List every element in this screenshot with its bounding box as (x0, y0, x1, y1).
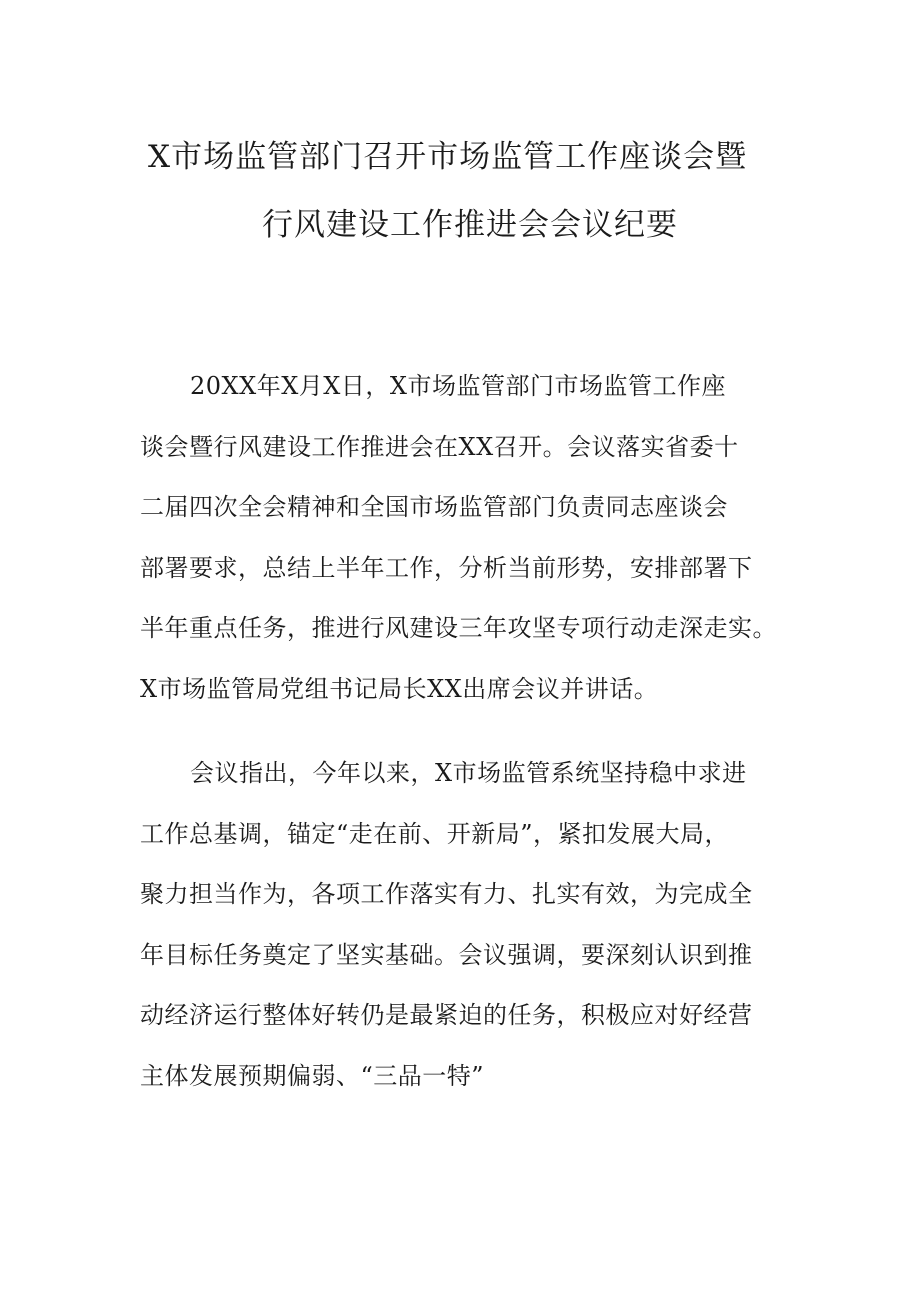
document-title-line-1: X市场监管部门召开市场监管工作座谈会暨 (148, 139, 748, 175)
document-title-line-2: 行风建设工作推进会会议纪要 (262, 207, 678, 243)
paragraph-line: 聚力担当作为，各项工作落实有力、扎实有效，为完成全 (140, 880, 753, 908)
paragraph-line: 谈会暨行风建设工作推进会在XX召开。会议落实省委十 (140, 432, 739, 461)
paragraph-line: 工作总基调，锚定“走在前、开新局”，紧扣发展大局， (140, 819, 730, 848)
paragraph-line: 主体发展预期偏弱、“三品一特” (140, 1061, 485, 1090)
paragraph-line: 会议指出，今年以来，X市场监管系统坚持稳中求进 (190, 759, 747, 787)
paragraph-line: 动经济运行整体好转仍是最紧迫的任务，积极应对好经营 (140, 1001, 753, 1029)
paragraph-line: 20XX年X月X日，X市场监管部门市场监管工作座 (190, 372, 726, 400)
paragraph-line: 年目标任务奠定了坚实基础。会议强调，要深刻认识到推 (140, 940, 753, 969)
paragraph-line: X市场监管局党组书记局长XX出席会议并讲话。 (140, 674, 659, 703)
paragraph-line: 半年重点任务，推进行风建设三年攻坚专项行动走深走实。 (140, 614, 777, 642)
paragraph-line: 部署要求，总结上半年工作，分析当前形势，安排部署下 (140, 553, 753, 582)
paragraph-2 (140, 743, 800, 1106)
paragraph-line: 二届四次全会精神和全国市场监管部门负责同志座谈会 (140, 493, 728, 521)
paragraph-1 (140, 356, 800, 719)
